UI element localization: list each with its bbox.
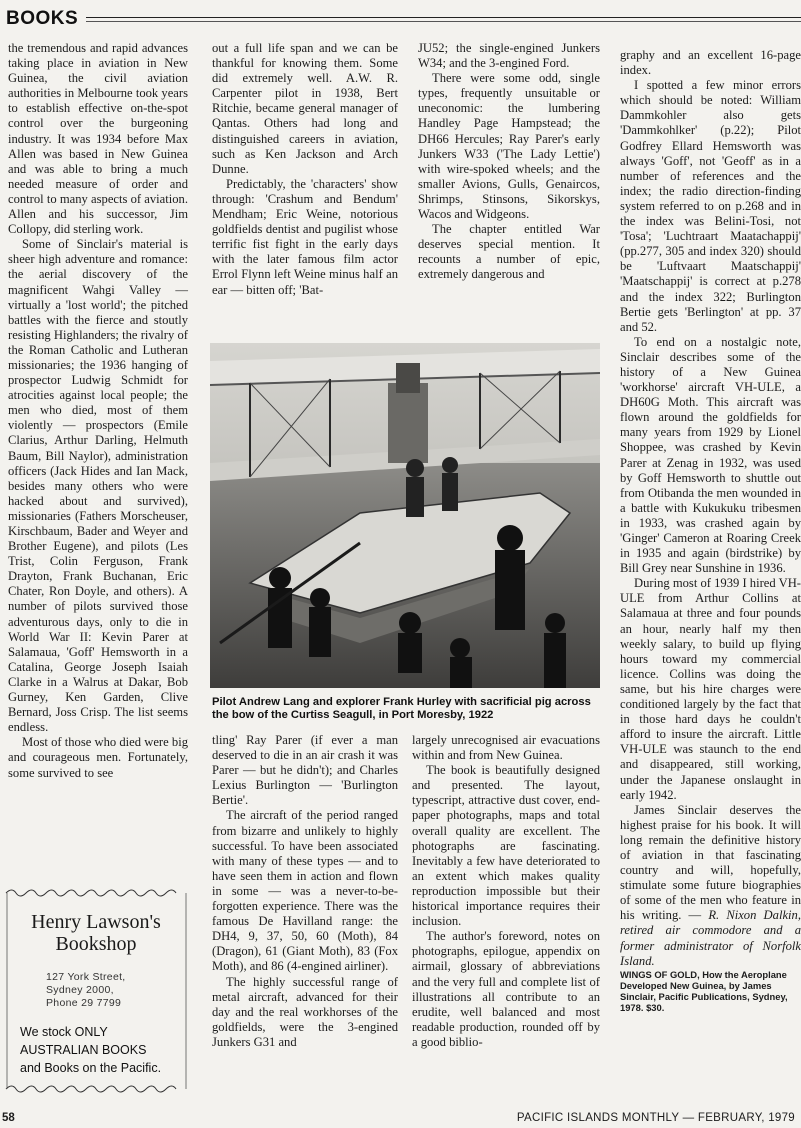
bookshop-advertisement: [4, 883, 188, 1099]
bookshop-name: [10, 911, 182, 955]
paragraph: The author's foreword, notes on photographs, epilogue, appendix on airmail, glossary of abbreviations and the very full and complete list of illustrations all contribute to an erudite, well balanced and most readable production, rounded off by a good biblio-: [412, 929, 600, 1049]
section-label: BOOKS: [6, 8, 79, 29]
paragraph: During most of 1939 I hired VH-ULE from Arthur Collins at Salamaua at three and four pounds an hour, nearly half my then weekly salary, to build up flying hours toward my commercial licence. Collins was doing the same, but his hire charges were conditioned largely by the fact that in those hard days he couldn't afford to insure the aircraft. Little VH-ULE was staunch to the end and disappeared, still working, under the Japanese onslaught in early 1942.: [620, 576, 801, 802]
bookshop-tagline: [20, 1023, 190, 1077]
column-3-bottom: [412, 733, 600, 1050]
header-rule-thin: [86, 21, 801, 22]
reviewer-signature: R. Nixon Dalkin, retired air commodore and a former administrator of Norfolk Island.: [620, 908, 801, 968]
paragraph: out a full life span and we can be thankful for knowing them. Some did extremely well. A.W. R. Carpenter pilot in 1938, Bert Ritchie, became general manager of Qantas. Others had long and distinguished careers in aviation, such as Ken Jackson and Arch Dunne.: [212, 41, 398, 176]
paragraph: Predictably, the 'characters' show through: 'Crashum and Bendum' Mendham; Eric Weine, notorious goldfields dentist and pugilist whose terrific fist fight in the early days with the later famous film actor Errol Flynn left Weine minus half an ear — bitten off; 'Bat-: [212, 176, 398, 297]
paragraph: largely unrecognised air evacuations within and from New Guinea.: [412, 733, 600, 763]
review-closing: James Sinclair deserves the highest praise for his book. It will long remain the definitive history of aviation in that fascinating country and will, hopefully, stimulate some future biographies of some of the men who feature in his writing. —: [620, 802, 801, 923]
column-1: [8, 41, 188, 781]
address-city: Sydney 2000,: [46, 984, 114, 996]
column-2-top: [212, 41, 398, 298]
paragraph: The aircraft of the period ranged from bizarre and unlikely to highly successful. To have been associated with many of these types — and to have seen them in action and flown in some — was a never-to-be-forgotten experience. There was the famous De Havilland range: the DH4, 9, 37, 50, 60 (Moth), 84 (Dragon), 61 (Giant Moth), 83 (Fox Moth), and 86 (4-engined airliner).: [212, 808, 398, 974]
paragraph: The highly successful range of metal aircraft, advanced for their day and the real workhorses of the goldfields, were the 3-engined Junkers G31 and: [212, 974, 398, 1049]
bookshop-address: [46, 971, 126, 1010]
tagline-line2: AUSTRALIAN BOOKS: [20, 1043, 147, 1057]
paragraph: graphy and an excellent 16-page index.: [620, 48, 801, 78]
header-rule: [86, 17, 801, 18]
issue-line: PACIFIC ISLANDS MONTHLY — FEBRUARY, 1979: [516, 1112, 795, 1124]
address-street: 127 York Street,: [46, 971, 126, 983]
paragraph: The chapter entitled War deserves special mention. It recounts a number of epic, extremely dangerous and: [418, 222, 600, 282]
seaplane-photo: [210, 343, 600, 688]
paragraph: tling' Ray Parer (if ever a man deserved to die in an air crash it was Parer — but he didn't); and Charles Lexius Burlington — 'Burlington Bertie'.: [212, 733, 398, 808]
paragraph: JU52; the single-engined Junkers W34; and the 3-engined Ford.: [418, 41, 600, 71]
column-3-top: [418, 41, 600, 283]
page-number: 58: [2, 1112, 15, 1124]
bookshop-name-line1: Henry Lawson's: [31, 911, 161, 933]
paragraph: the tremendous and rapid advances taking place in aviation in New Guinea, the civil aviation authorities in Melbourne took years to establish effective on-the-spot control over the burgeoning industry. It was 1934 before Max Allen was based in New Guinea and was able to bring a much needed measure of order and control to many aspects of aviation. Allen and his successor, Jim Collopy, did sterling work.: [8, 41, 188, 237]
column-4: [620, 48, 801, 1068]
paragraph: The book is beautifully designed and presented. The layout, typescript, attractive dust cover, end-paper photographs, maps and total overall quality are excellent. The photographs are fascinating. Inevitably a few have deteriorated to an extent which makes quality reproduction impossible but their historical importance requires their inclusion.: [412, 763, 600, 929]
paragraph: Some of Sinclair's material is sheer high adventure and romance: the aerial discovery of the magnificent Wahgi Valley — virtually a 'lost world'; the pitched battles with the fierce and stoutly resisting Highlanders; the rivalry of the Roman Catholic and Lutheran missionaries; the 1936 hanging of prospector Ludwig Schmidt for atrocities against local people; the men who died, most of them violently — prospectors (Emile Clarius, Arthur Darling, Helmuth Baum, Bill Naylor), administration officers (Jack Hides and Ian Mack, besides many others who were hacked about and survived), missionaries (Fathers Morscheuser, Kirschbaum, Bader and Weyer and Brother Eugene), and pilots (Les Trist, Colin Ferguson, Frank Drayton, Frank Buchanan, Eric Chater, Ron Doyle, and others). A number of pilots survived those adventurous days, only to die in World War II: Kevin Parer at Salamaua, 'Goff' Hemsworth in a Catalina, George Joseph Isaiah Clarke in a Walrus at Dakar, Bob Gurney, Ken Garden, Clive Bernard, Joss Crisp. The list seems endless.: [8, 237, 188, 735]
paragraph: Most of those who died were big and courageous men. Fortunately, some survived to see: [8, 735, 188, 780]
paragraph: I spotted a few minor errors which should be noted: William Dammkohler also gets 'Dammkohlker' (p.22); Pilot Godfrey Ellard Hemsworth was always 'Goff', not 'Geoff' as in a number of references and the index; the radio direction-finding system referred to on p.268 and in the index was Belini-Tosi, not 'Tosa'; 'Luchtraart Maatachappij' (pp.277, 305 and index 320) should be 'Luftvaart Maatschappij' 'Maatschappij' is correct at p.278 and the index 322; Burlington Bertie gets 'Berlington' at pp. 37 and 52.: [620, 78, 801, 334]
tagline-line1: We stock ONLY: [20, 1025, 108, 1039]
paragraph: To end on a nostalgic note, Sinclair describes some of the history of a New Guinea 'workhorse' aircraft VH-ULE, a DH60G Moth. This aircraft was flown around the goldfields for many years from 1929 by Lionel Shoppee, was crashed by Kevin Parer at Zenag in 1932, was used by Goff Hemsworth to shuttle out from Otibanda the men wounded in a battle with Kukukuku tribesmen in 1933, was crashed again by 'Ginger' Cameron at Roaring Creek in 1935 and again (birdstrike) by Bill Grey near Sunshine in 1936.: [620, 334, 801, 576]
address-phone: Phone 29 7799: [46, 997, 122, 1009]
paragraph: [620, 803, 801, 969]
photo-caption: Pilot Andrew Lang and explorer Frank Hurley with sacrificial pig across the bow of the Curtiss Seagull, in Port Moresby, 1922: [212, 696, 591, 721]
column-2-bottom: [212, 733, 398, 1050]
book-reference: WINGS OF GOLD, How the Aeroplane Developed New Guinea, by James Sinclair, Pacific Publications, Sydney, 1978. $30.: [620, 968, 788, 1013]
bookshop-name-line2: Bookshop: [55, 933, 137, 955]
photo-illustration: [210, 343, 600, 688]
tagline-line3: and Books on the Pacific.: [20, 1061, 162, 1075]
paragraph: There were some odd, single types, frequently unsuitable or uneconomic: the lumbering Handley Page Hampstead; the DH66 Hercules; Ray Parer's early Junkers W33 ('The Lady Lettie') with wire-spoked wheels; and the smaller Avions, Gulls, Genaircos, Shrimps, Stinsons, Sikorskys, Wacos and Widgeons.: [418, 71, 600, 222]
